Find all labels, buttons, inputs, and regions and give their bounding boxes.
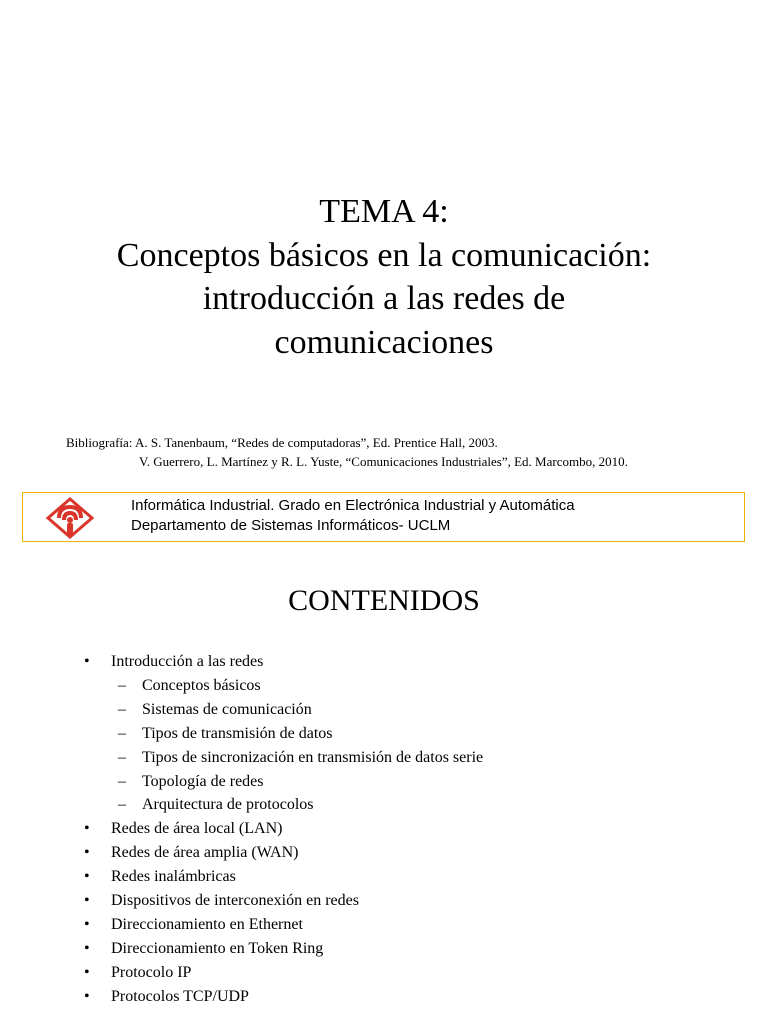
contents-item: • Redes de área local (LAN) [84,817,483,841]
title-line-2: Conceptos básicos en la comunicación: [116,236,652,274]
contents-item: • Redes de área amplia (WAN) [84,841,483,865]
contents-item: • Direccionamiento en Token Ring [84,937,483,961]
contents-subitem: – Arquitectura de protocolos [84,793,483,817]
contents-item: • Protocolos TCP/UDP [84,985,483,1009]
contents-subitem: – Sistemas de comunicación [84,698,483,722]
slide-title [0,190,768,364]
contents-heading: CONTENIDOS [288,584,480,617]
contents-subitem: – Tipos de transmisión de datos [84,722,483,746]
contents-item: • Introducción a las redes [84,650,483,674]
banner-text [131,496,575,536]
bibliography-line-1: Bibliografía: A. S. Tanenbaum, “Redes de computadoras”, Ed. Prentice Hall, 2003. [66,435,498,450]
title-line-3: introducción a las redes de [202,280,566,317]
banner-line-2: Departamento de Sistemas Informáticos- UCLM [131,517,451,534]
contents-item: • Protocolo IP [84,961,483,985]
bibliography-line-2: V. Guerrero, L. Martínez y R. L. Yuste, “Comunicaciones Industriales”, Ed. Marcombo, 2010. [139,454,628,469]
contents-item: • Dispositivos de interconexión en redes [84,889,483,913]
banner-line-1: Informática Industrial. Grado en Electrónica Industrial y Automática [131,497,575,514]
bibliography [66,433,628,471]
institution-banner [22,492,745,542]
title-line-4: comunicaciones [274,323,494,361]
contents-subitem: – Tipos de sincronización en transmisión de datos serie [84,746,483,770]
contents-subitem: – Topología de redes [84,770,483,794]
contents-item: • Direccionamiento en Ethernet [84,913,483,937]
uclm-logo-icon [43,496,97,540]
contents-subitem: – Conceptos básicos [84,674,483,698]
contents-item: • Redes inalámbricas [84,865,483,889]
contents-list [84,650,483,1009]
title-line-1: TEMA 4: [319,193,449,230]
